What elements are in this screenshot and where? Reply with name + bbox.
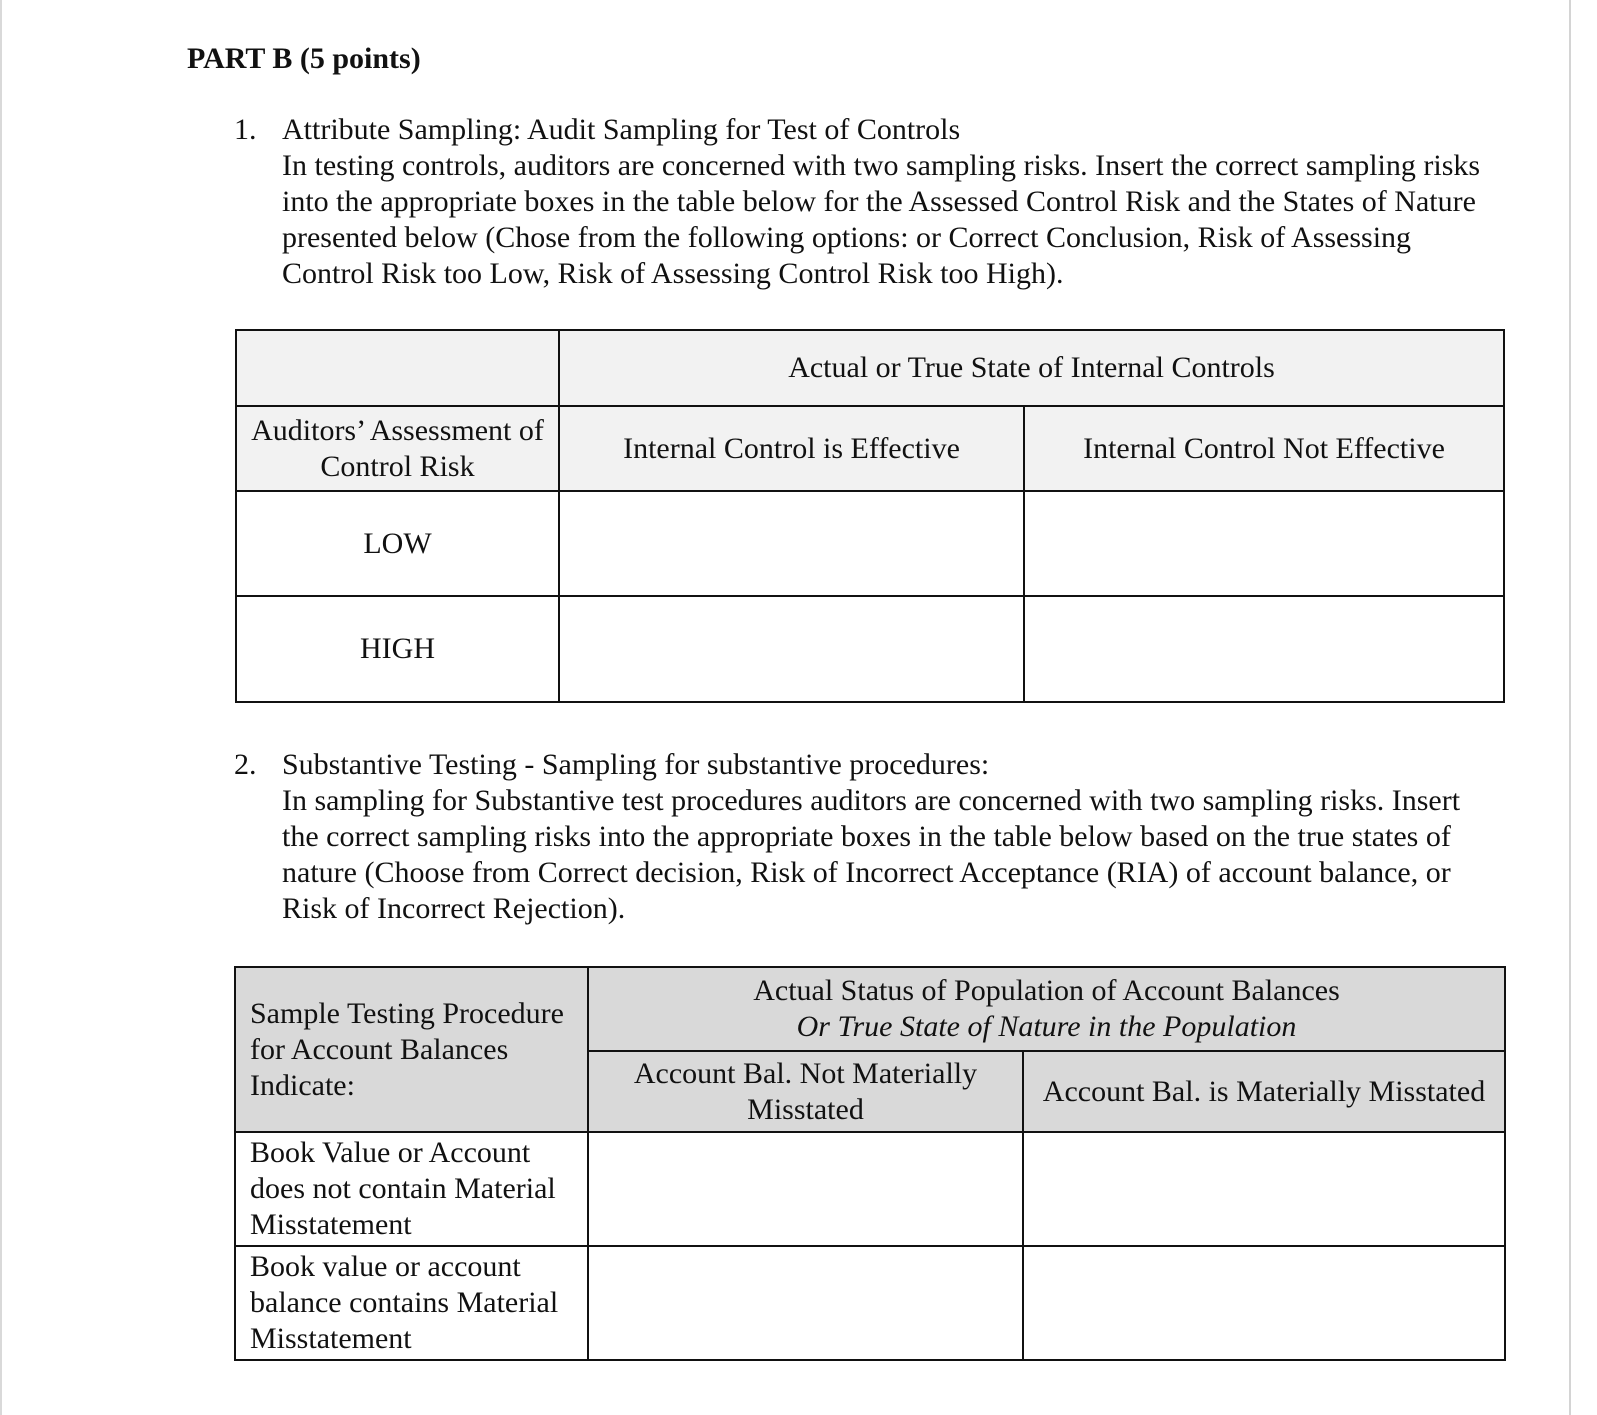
table2-col-not-misstated: Account Bal. Not Materially Misstated — [588, 1051, 1023, 1132]
answer-cell-misstatement-misstated[interactable] — [1023, 1246, 1505, 1360]
table2-col-misstated: Account Bal. is Materially Misstated — [1023, 1051, 1505, 1132]
question-1-text: In testing controls, auditors are concerned with two sampling risks. Insert the correct sampling risks into the appropriate boxes in the table below for the Assessed Control Risk and the States of Nature presented below (Chose from the following options: or Correct Conclusion, Risk of Assessing Control Risk too Low, Risk of Assessing Control Risk too High). — [282, 149, 1481, 290]
table2-row-header: Sample Testing Procedure for Account Balances Indicate: — [235, 967, 588, 1132]
answer-cell-no-misstatement-not-misstated[interactable] — [588, 1132, 1023, 1246]
question-2-number: 2. — [234, 748, 257, 781]
question-2-heading: Substantive Testing - Sampling for substantive procedures: — [282, 748, 990, 781]
table1-row-label-high: HIGH — [236, 596, 559, 702]
question-1-number: 1. — [234, 113, 257, 146]
question-2-body — [282, 747, 1492, 927]
table2-header-top — [588, 967, 1505, 1051]
table1-row-header: Auditors’ Assessment of Control Risk — [236, 406, 559, 491]
question-1-heading: Attribute Sampling: Audit Sampling for Test of Controls — [282, 113, 961, 146]
table2-header-line1: Actual Status of Population of Account Balances — [753, 974, 1340, 1007]
page-edge-left — [0, 0, 2, 1415]
answer-cell-misstatement-not-misstated[interactable] — [588, 1246, 1023, 1360]
table1-col-effective: Internal Control is Effective — [559, 406, 1024, 491]
table1-corner-cell — [236, 330, 559, 406]
table1-col-not-effective: Internal Control Not Effective — [1024, 406, 1504, 491]
answer-cell-low-effective[interactable] — [559, 491, 1024, 596]
question-2-text: In sampling for Substantive test procedures auditors are concerned with two sampling risks. Insert the correct sampling risks into the appropriate boxes in the table below based on the true states of nature (Choose from Correct decision, Risk of Incorrect Acceptance (RIA) of account balance, or Risk of Incorrect Rejection). — [282, 784, 1461, 925]
question-1-body — [282, 112, 1492, 292]
part-title: PART B (5 points) — [187, 42, 421, 75]
table2-row-label-no-misstatement: Book Value or Account does not contain Material Misstatement — [235, 1132, 588, 1246]
answer-cell-low-not-effective[interactable] — [1024, 491, 1504, 596]
table1-header-top: Actual or True State of Internal Controls — [559, 330, 1504, 406]
table2-header-line2: Or True State of Nature in the Population — [796, 1010, 1297, 1043]
substantive-testing-table — [234, 966, 1506, 1361]
page-edge-right — [1569, 0, 1571, 1415]
table2-row-label-misstatement: Book value or account balance contains Material Misstatement — [235, 1246, 588, 1360]
control-risk-table — [235, 329, 1505, 703]
answer-cell-high-effective[interactable] — [559, 596, 1024, 702]
table1-row-label-low: LOW — [236, 491, 559, 596]
answer-cell-high-not-effective[interactable] — [1024, 596, 1504, 702]
answer-cell-no-misstatement-misstated[interactable] — [1023, 1132, 1505, 1246]
